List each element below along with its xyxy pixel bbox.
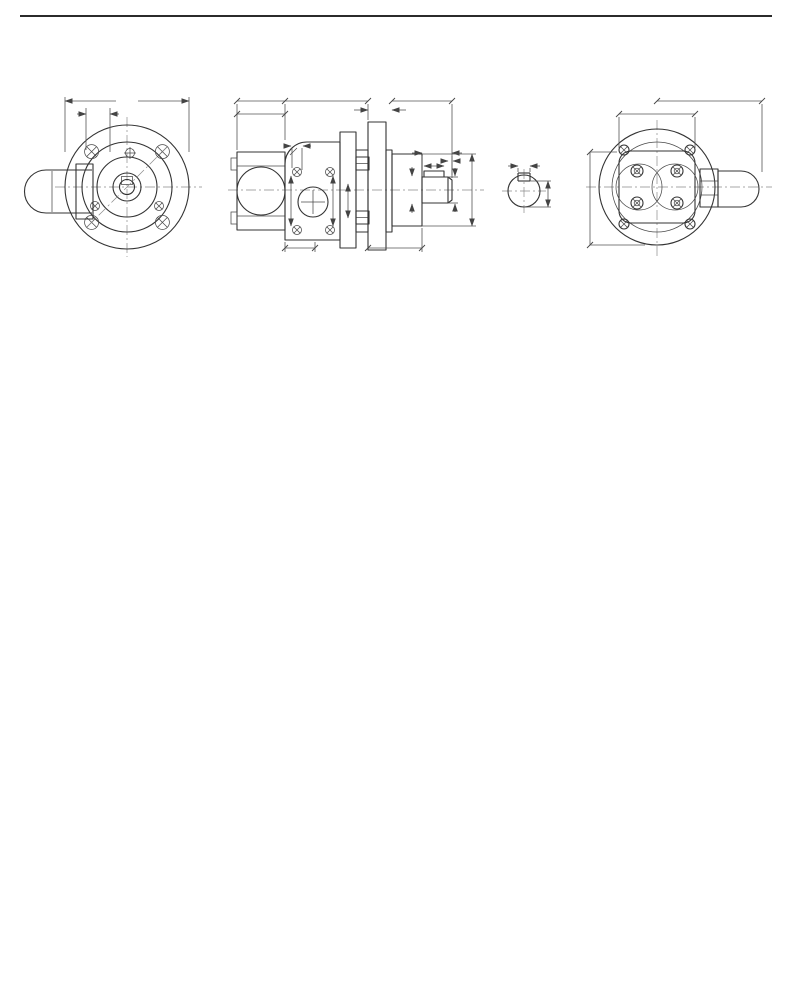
key-section-view: [502, 166, 551, 213]
front-view: [25, 97, 203, 257]
technical-drawings: [0, 0, 791, 300]
rear-view: [586, 98, 772, 256]
order-codes-section: [188, 718, 588, 739]
side-view: [228, 98, 484, 252]
